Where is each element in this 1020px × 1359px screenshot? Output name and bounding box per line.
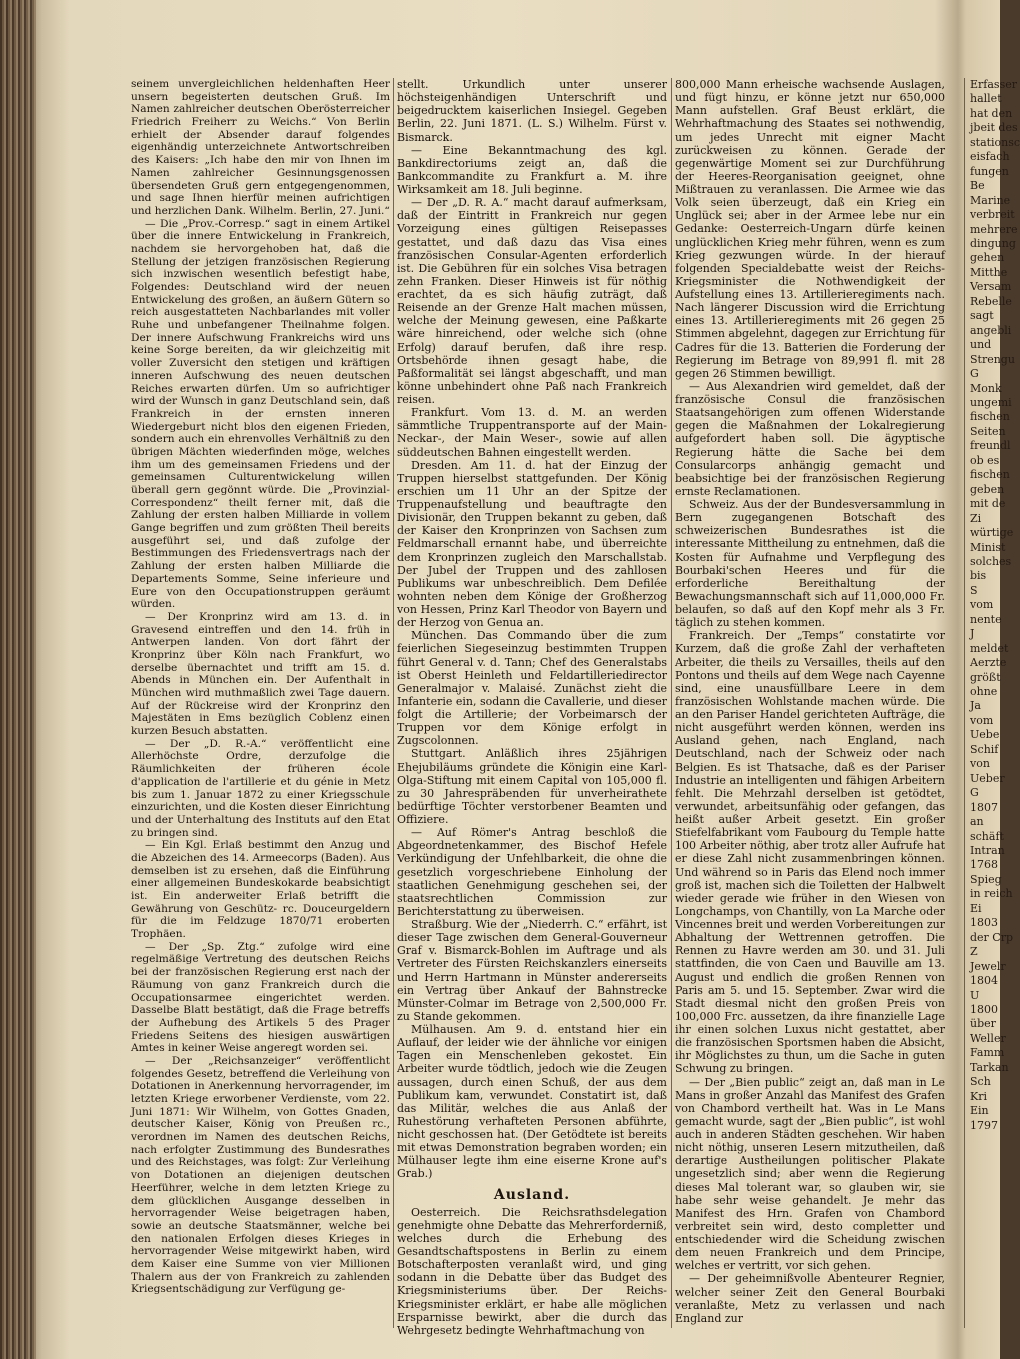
article-paragraph: Frankreich. Der „Temps“ constatirte vor Kurzem, daß die große Zahl der verhafteten Arbeiter, die theils zu Versailles, theils auf den Pontons und theils auf dem Wege nach Cayenne sind, eine unausfüllbare Leere in dem französischen Wohlstande machen würde. Die an den Pariser Handel gerichteten Aufträge, die nicht ausgeführt werden können, werden ins Ausland gehen, nach England, nach Deutschland, nach der Schweiz oder nach Belgien. Es ist Thatsache, daß es der Pariser Industrie an intelligenten und fähigen Arbeitern fehlt. Die Mehrzahl derselben ist getödtet, verwundet, arbeitsunfähig oder gefangen, das heißt außer Arbeit gesetzt. Ein großer Stiefelfabrikant vom Faubourg du Temple hatte 100 Arbeiter nöthig, aber trotz aller Aufrufe hat er diese Zahl nicht zusammenbringen können. Und während so in Paris das Elend noch immer groß ist, machen sich die Toiletten der Halbwelt wieder gerade wie früher in den Wiesen von Longchamps, von Chantilly, von La Marche oder Vincennes breit und werden Vorbereitungen zur Abhaltung der Wettrennen getroffen. Die Rennen zu Havre werden am 30. und 31. Juli stattfinden, die von Caen und Bauville am 13. August und endlich die großen Rennen von Paris am 5. und 15. September. Zwar wird die Stadt diesmal nicht den großen Preis von 100,000 Frc. aussetzen, da ihre finanzielle Lage ihr einen solchen Luxus nicht gestattet, aber die französischen Sportsmen haben die Absicht, ihr Möglichstes zu thun, um die Sache in guten Schwung zu bringen. <box>675 629 945 1076</box>
fragment-line: ungemi <box>970 395 1012 409</box>
fragment-line: in reich <box>970 887 1013 901</box>
article-paragraph: — Eine Bekanntmachung des kgl. Bankdirectoriums zeigt an, daß die Bankcommandite zu Frankfurt a. M. ihre Wirksamkeit am 18. Juli beginne. <box>397 143 667 196</box>
article-paragraph: Schweiz. Aus der der Bundesversammlung in Bern zugegangenen Botschaft des schweizerischen Bundesrathes ist die interessante Mittheilung zu entnehmen, daß die Kosten für Aufnahme und Verpflegung des Bourbaki'schen Heeres und für die erforderliche Bereithaltung der Bewachungsmannschaft sich auf 11,000,000 Fr. belaufen, so daß auf den Kopf mehr als 3 Fr. täglich zu stehen kommen. <box>675 498 945 630</box>
column-divider <box>964 78 965 1328</box>
fragment-line: gehen <box>970 251 1005 265</box>
fragment-line: würtige <box>970 526 1014 540</box>
fragment-line: 1800 <box>970 1003 998 1016</box>
fragment-line: Aerzte <box>970 656 1007 670</box>
fragment-line: geben <box>970 482 1005 496</box>
article-paragraph: Frankfurt. Vom 13. d. M. an werden sämmtliche Truppentransporte auf der Main-Neckar-, der Main Weser-, sowie auf allen süddeutschen Bahnen eingestellt werden. <box>397 406 667 459</box>
fragment-line: 1803 <box>970 916 998 930</box>
fragment-line: Minist <box>970 540 1006 554</box>
column-3 <box>675 78 945 1325</box>
fragment-line: G <box>970 786 979 800</box>
fragment-line: schäft <box>970 829 1004 843</box>
fragment-line: Rebelle <box>970 294 1012 308</box>
fragment-line: über <box>970 1017 996 1031</box>
fragment-line: Ein <box>970 1104 989 1118</box>
fragment-line: ob es <box>970 453 1000 467</box>
fragment-line: eisfach <box>970 150 1010 164</box>
fragment-line: Erfasser <box>970 78 1017 91</box>
article-paragraph: — Auf Römer's Antrag beschloß die Abgeordnetenkammer, des Bischof Hefele Verkündigung der Unfehlbarkeit, die ohne die gesetzlich vorgeschriebene Einholung der staatlichen Genehmigung geschehen sei, der staatsrechtlichen Commission zur Berichterstattung zu überweisen. <box>397 826 667 918</box>
fragment-line: Uebe <box>970 728 1000 742</box>
article-paragraph: — Der Kronprinz wird am 13. d. in Gravesend eintreffen und den 14. früh in Antwerpen landen. Von dort fährt der Kronprinz über Köln nach Frankfurt, wo derselbe übernachtet und trifft am 15. d. Abends in München ein. Der Aufenthalt in München wird muthmaßlich zwei Tage dauern. Auf der Rückreise wird der Kronprinz den Majestäten in Ems bezüglich Coblenz einen kurzen Besuch abstatten. <box>131 610 390 738</box>
article-paragraph: stellt. Urkundlich unter unserer höchsteigenhändigen Unterschrift und beigedrucktem kaiserlichen Insiegel. Gegeben Berlin, 22. Juni 1871. (L. S.) Wilhelm. Fürst v. Bismarck. <box>397 78 667 144</box>
fragment-line: 1768 <box>970 858 998 872</box>
fragment-line: mehrere <box>970 222 1018 236</box>
adjacent-page-fragments <box>970 78 1020 1133</box>
fragment-line: Versam <box>970 280 1012 294</box>
article-paragraph: — Der geheimnißvolle Abenteurer Regnier, welcher seiner Zeit den General Bourbaki veranlaßte, Metz zu verlassen und nach England zur <box>675 1272 945 1325</box>
fragment-line: fischen <box>970 468 1010 482</box>
fragment-line: Jewelr <box>970 959 1006 973</box>
fragment-line: dingung <box>970 236 1016 250</box>
fragment-line: stationsc <box>970 135 1020 149</box>
fragment-line: jbeit des <box>970 121 1018 135</box>
fragment-line: an <box>970 815 984 829</box>
article-paragraph: — Der „Reichsanzeiger“ veröffentlicht folgendes Gesetz, betreffend die Verleihung von Dotationen in Anerkennung hervorragender, im letzten Kriege erworbener Verdienste, vom 22. Juni 1871: Wir Wilhelm, von Gottes Gnaden, deutscher Kaiser, König von Preußen rc., verordnen im Namen des deutschen Reichs, nach erfolgter Zustimmung des Bundesrathes und des Reichstages, was folgt: Zur Verleihung von Dotationen an diejenigen deutschen Heerführer, welche in dem letzten Kriege zu dem glücklichen Ausgange desselben in hervorragender Weise beigetragen haben, sowie an deutsche Staatsmänner, welche bei den nationalen Erfolgen dieses Krieges in hervorragender Weise mitgewirkt haben, wird dem Kaiser eine Summe von vier Millionen Thalern aus der von Frankreich zu zahlenden Kriegsentschädigung zur Verfügung ge- <box>131 1054 390 1296</box>
book-binding <box>0 0 36 1359</box>
article-paragraph: Oesterreich. Die Reichsrathsdelegation genehmigte ohne Debatte das Mehrerforderniß, welches durch die Erhebung des Gesandtschaftspostens in Berlin zu einem Botschafterposten veranlaßt wird, und ging sodann in die Debatte über das Budget des Kriegsministeriums über. Der Reichs-Kriegsminister erklärt, er habe alle möglichen Ersparnisse bewirkt, aber die durch das Wehrgesetz bedingte Wehrhaftmachung von <box>397 1205 667 1337</box>
article-paragraph: Mülhausen. Am 9. d. entstand hier ein Auflauf, der leider wie der ähnliche vor einigen Tagen ein Menschenleben gekostet. Ein Arbeiter wurde tödtlich, jedoch wie die Zeugen aussagen, durch einen Schuß, der aus dem Publikum kam, verwundet. Constatirt ist, daß das Militär, welches die aus Anlaß der Ruhestörung verhafteten Personen abführte, nicht geschossen hat. (Der Getödtete ist bereits mit etwas Demonstration begraben worden; ein Mülhauser legte ihm eine eiserne Krone auf's Grab.) <box>397 1023 667 1181</box>
article-paragraph: — Aus Alexandrien wird gemeldet, daß der französische Consul die französischen Staatsangehörigen zum offenen Widerstande gegen die Maßnahmen der Lokalregierung aufgefordert haben soll. Die ägyptische Regierung hätte die Sache bei dem Consularcorps anhängig gemacht und beabsichtige bei der französischen Regierung ernste Reclamationen. <box>675 379 945 498</box>
fragment-line: fungen <box>970 164 1009 178</box>
fragment-line: Ja <box>970 699 981 713</box>
fragment-line: Tarkan <box>970 1060 1009 1074</box>
fragment-line: Ei <box>970 901 982 915</box>
fragment-line: sagt <box>970 309 994 323</box>
fragment-line: Schif <box>970 742 999 756</box>
column-divider <box>671 78 672 1328</box>
fragment-line: 1797 <box>970 1118 998 1132</box>
fragment-line: J <box>970 627 975 641</box>
fragment-line: Kri <box>970 1089 987 1103</box>
article-paragraph: Dresden. Am 11. d. hat der Einzug der Truppen hierselbst stattgefunden. Der König erschien um 11 Uhr an der Spitze der Truppenaufstellung und beauftragte den Divisionär, den Truppen bekannt zu geben, daß der Kaiser den Kronprinzen von Sachsen zum Feldmarschall ernannt habe, und überreichte dem Kronprinzen zugleich den Marschallstab. Der Jubel der Truppen und des zahllosen Publikums war unbeschreiblich. Dem Defilée wohnten neben dem Könige der Großherzog von Hessen, Prinz Karl Theodor von Bayern und der Herzog von Genua an. <box>397 458 667 630</box>
fragment-line: hallet <box>970 92 1002 106</box>
fragment-line: und <box>970 338 992 352</box>
article-paragraph: — Ein Kgl. Erlaß bestimmt den Anzug und die Abzeichen des 14. Armeecorps (Baden). Aus demselben ist zu ersehen, daß die Einführung einer allgemeinen Bundeskokarde beabsichtigt ist. Ein anderweiter Erlaß betrifft die Gewährung von Geschütz- rc. Douceurgeldern für die im Feldzuge 1870/71 eroberten Trophäen. <box>131 839 390 941</box>
article-paragraph: München. Das Commando über die zum feierlichen Siegeseinzug bestimmten Truppen führt General v. d. Tann; Chef des Generalstabs ist Oberst Heinleth und Feldartilleriedirector Generalmajor v. Malaisé. Zunächst zieht die Infanterie ein, sodann die Cavallerie, und dieser folgt die Artillerie; der Vorbeimarsch der Truppen vor dem Könige erfolgt in Zugscolonnen. <box>397 629 667 748</box>
fragment-line: 1807 <box>970 800 998 814</box>
fragment-line: S <box>970 583 978 597</box>
fragment-line: freundl <box>970 439 1011 453</box>
fragment-line: größt <box>970 670 1001 684</box>
fragment-line: Be <box>970 179 985 193</box>
fragment-line: 1804 <box>970 974 998 988</box>
fragment-line: Mitthe <box>970 265 1008 279</box>
fragment-line: hat den <box>970 106 1013 120</box>
fragment-line: G <box>970 367 979 381</box>
fragment-line: vom <box>970 598 994 612</box>
article-paragraph: — Die „Prov.-Corresp.“ sagt in einem Artikel über die innere Entwickelung in Frankreich, nachdem sie hervorgehoben hat, daß die Stellung der jetzigen französischen Regierung sich inzwischen wesentlich befestigt habe, Folgendes: Deutschland wird der neuen Entwickelung des großen, an äußern Gütern so reich ausgestatteten Nachbarlandes mit voller Ruhe und unbefangener Theilnahme folgen. Der innere Aufschwung Frankreichs wird uns keine Sorge bereiten, da wir gleichzeitig mit voller Zuversicht den stetigen und kräftigen inneren Aufschwung des neuen deutschen Reiches erwarten dürfen. Um so aufrichtiger wird der Wunsch in ganz Deutschland sein, daß Frankreich in der ernsten inneren Wiedergeburt nicht blos den eigenen Frieden, sondern auch ein ehrenvolles Verhältniß zu den übrigen Mächten wiederfinden möge, welches ihm um des gemeinsamen Friedens und der gemeinsamen Culturentwickelung willen überall gern gegönnt würde. Die „Provinzial-Correspondenz“ theilt ferner mit, daß die Zahlung der ersten halben Milliarde in vollem Gange begriffen und zum größten Theil bereits ausgeführt sei, und daß zufolge der Bestimmungen des Friedensvertrags nach der Zahlung der ersten halben Milliarde die Departements Somme, Seine inferieure und Eure von den Occupationstruppen geräumt würden. <box>131 217 390 611</box>
fragment-line: meldet <box>970 641 1009 655</box>
article-paragraph: 800,000 Mann erheische wachsende Auslagen, und fügt hinzu, er könne jetzt nur 650,000 Mann aufstellen. Graf Beust erklärt, die Wehrhaftmachung des Staates sei nothwendig, um jedes Unrecht mit eigner Macht zurückweisen zu können. Gerade der gegenwärtige Moment sei zur Durchführung der Heeres-Reorganisation geeignet, ohne Mißtrauen zu veranlassen. Die Armee wie das Volk seien überzeugt, daß ein Krieg ein Unglück sei; aber in der Armee lebe nur ein Gedanke: Oesterreich-Ungarn dürfe keinen unglücklichen Krieg mehr führen, wenn es zum Krieg gezwungen würde. In der hierauf folgenden Specialdebatte weist der Reichs-Kriegsminister die Nothwendigkeit der Aufstellung eines 13. Artillerieregiments nach. Nach längerer Discussion wird die Errichtung eines 13. Artillerieregiments mit 26 gegen 25 Stimmen abgelehnt, dagegen zur Errichtung für Cadres für die 13. Batterien die Forderung der Regierung im Betrage von 89,991 fl. mit 28 gegen 26 Stimmen bewilligt. <box>675 78 945 380</box>
fragment-line: Monk <box>970 381 1002 395</box>
fragment-line: Sch <box>970 1075 991 1089</box>
fragment-line: solches <box>970 554 1012 568</box>
article-paragraph: Stuttgart. Anläßlich ihres 25jährigen Ehejubiläums gründete die Königin eine Karl-Olga-Stiftung mit einem Capital von 105,000 fl. zu 30 Jahrespräbenden für unverheirathete bedürftige Töchter verstorbener Beamten und Offiziere. <box>397 747 667 826</box>
column-2 <box>397 78 667 1337</box>
article-paragraph: — Der „D. R. A.“ macht darauf aufmerksam, daß der Eintritt in Frankreich nur gegen Vorzeigung eines gültigen Reisepasses gestattet, und daß dazu das Visa eines französischen Consular-Agenten erforderlich ist. Die Gebühren für ein solches Visa betragen zehn Franken. Dieser Hinweis ist für nöthig erachtet, da es sich häufig zuträgt, daß Reisende an der Grenze Halt machen müssen, welche der Meinung gewesen, eine Paßkarte wäre hinreichend, oder welche sich (ohne Erfolg) darauf berufen, daß ihre resp. Ortsbehörde ihnen gesagt habe, die Paßformalität sei längst abgeschafft, und man könne unbehindert ohne Paß nach Frankreich reisen. <box>397 196 667 406</box>
column-divider <box>393 78 394 1328</box>
article-paragraph: — Der „Bien public“ zeigt an, daß man in Le Mans in großer Anzahl das Manifest des Grafen von Chambord vertheilt hat. Was in Le Mans gemacht wurde, sagt der „Bien public“, ist wohl auch in anderen Städten geschehen. Wir haben nicht nöthig, unseren Lesern mitzutheilen, daß derartige Austheilungen politischer Plakate ungesetzlich sind; aber wenn die Regierung dieses Mal tolerant war, so glauben wir, sie habe sehr weise gehandelt. Je mehr das Manifest des Hrn. Grafen von Chambord verbreitet sein wird, desto completter und entschiedender wird die Scheidung zwischen dem neuen Frankreich und dem Principe, welches er vertritt, vor sich gehen. <box>675 1075 945 1273</box>
article-paragraph: — Der „D. R.-A.“ veröffentlicht eine Allerhöchste Ordre, derzufolge die Räumlichkeiten der früheren école d'application de l'artillerie et du génie in Metz bis zum 1. Januar 1872 zu einer Kriegsschule einzurichten, und die Kosten dieser Einrichtung und der Unterhaltung des Instituts auf den Etat zu bringen sind. <box>131 737 390 839</box>
article-paragraph: Straßburg. Wie der „Niederrh. C.“ erfährt, ist dieser Tage zwischen dem General-Gouverneur Graf v. Bismarck-Bohlen im Auftrage und als Vertreter des Fürsten Reichskanzlers einerseits und Herrn Hartmann in Münster andererseits ein Vertrag über Ankauf der Bahnstrecke Münster-Colmar im Betrage von 2,500,000 Fr. zu Stande gekommen. <box>397 918 667 1023</box>
fragment-line: Strengu <box>970 352 1015 366</box>
fragment-line: ohne <box>970 685 998 699</box>
fragment-line: Ueber <box>970 771 1005 785</box>
fragment-line: Seiten <box>970 424 1006 438</box>
fragment-line: bis <box>970 569 987 583</box>
column-1 <box>131 78 390 1296</box>
article-paragraph: seinem unvergleichlichen heldenhaften Heer unsern begeisterten deutschen Gruß. Im Namen zahlreicher deutschen Oberösterreicher Friedrich Freiherr zu Weichs.“ Von Berlin erhielt der Absender darauf folgendes eigenhändig unterzeichnete Antwortschreiben des Kaisers: „Ich habe den mir von Ihnen im Namen zahlreicher Gesinnungsgenossen übersendeten Gruß gern entgegengenommen, und sage Ihnen hierfür meinen aufrichtigen und herzlichen Dank. Wilhelm. Berlin, 27. Juni.“ <box>131 78 390 217</box>
fragment-line: von <box>970 757 990 771</box>
fragment-line: Spieg <box>970 872 1002 886</box>
fragment-line: Zi <box>970 511 982 525</box>
fragment-line: U <box>970 988 980 1002</box>
fragment-line: mit de <box>970 497 1006 511</box>
fragment-line: verbreit <box>970 208 1015 222</box>
article-paragraph: — Der „Sp. Ztg.“ zufolge wird eine regelmäßige Vertretung des deutschen Reichs bei der französischen Regierung erst nach der Räumung von ganz Frankreich durch die Occupationsarmee eingerichtet werden. Dasselbe Blatt bestätigt, daß die Frage betreffs der Aufhebung des Artikels 5 des Prager Friedens Seitens des hiesigen auswärtigen Amtes in keiner Weise angeregt worden sei. <box>131 940 390 1055</box>
fragment-line: nente <box>970 612 1002 626</box>
fragment-line: Z <box>970 945 978 959</box>
fragment-line: Weller <box>970 1031 1006 1045</box>
section-heading-ausland: Ausland. <box>493 1186 571 1203</box>
fragment-line: vom <box>970 713 994 727</box>
fragment-line: Famm <box>970 1046 1005 1060</box>
fragment-line: Marine <box>970 193 1011 207</box>
fragment-line: angebli <box>970 323 1012 337</box>
fragment-line: der Crp <box>970 930 1014 944</box>
fragment-line: Intran <box>970 844 1005 858</box>
fragment-line: fischen <box>970 410 1010 424</box>
